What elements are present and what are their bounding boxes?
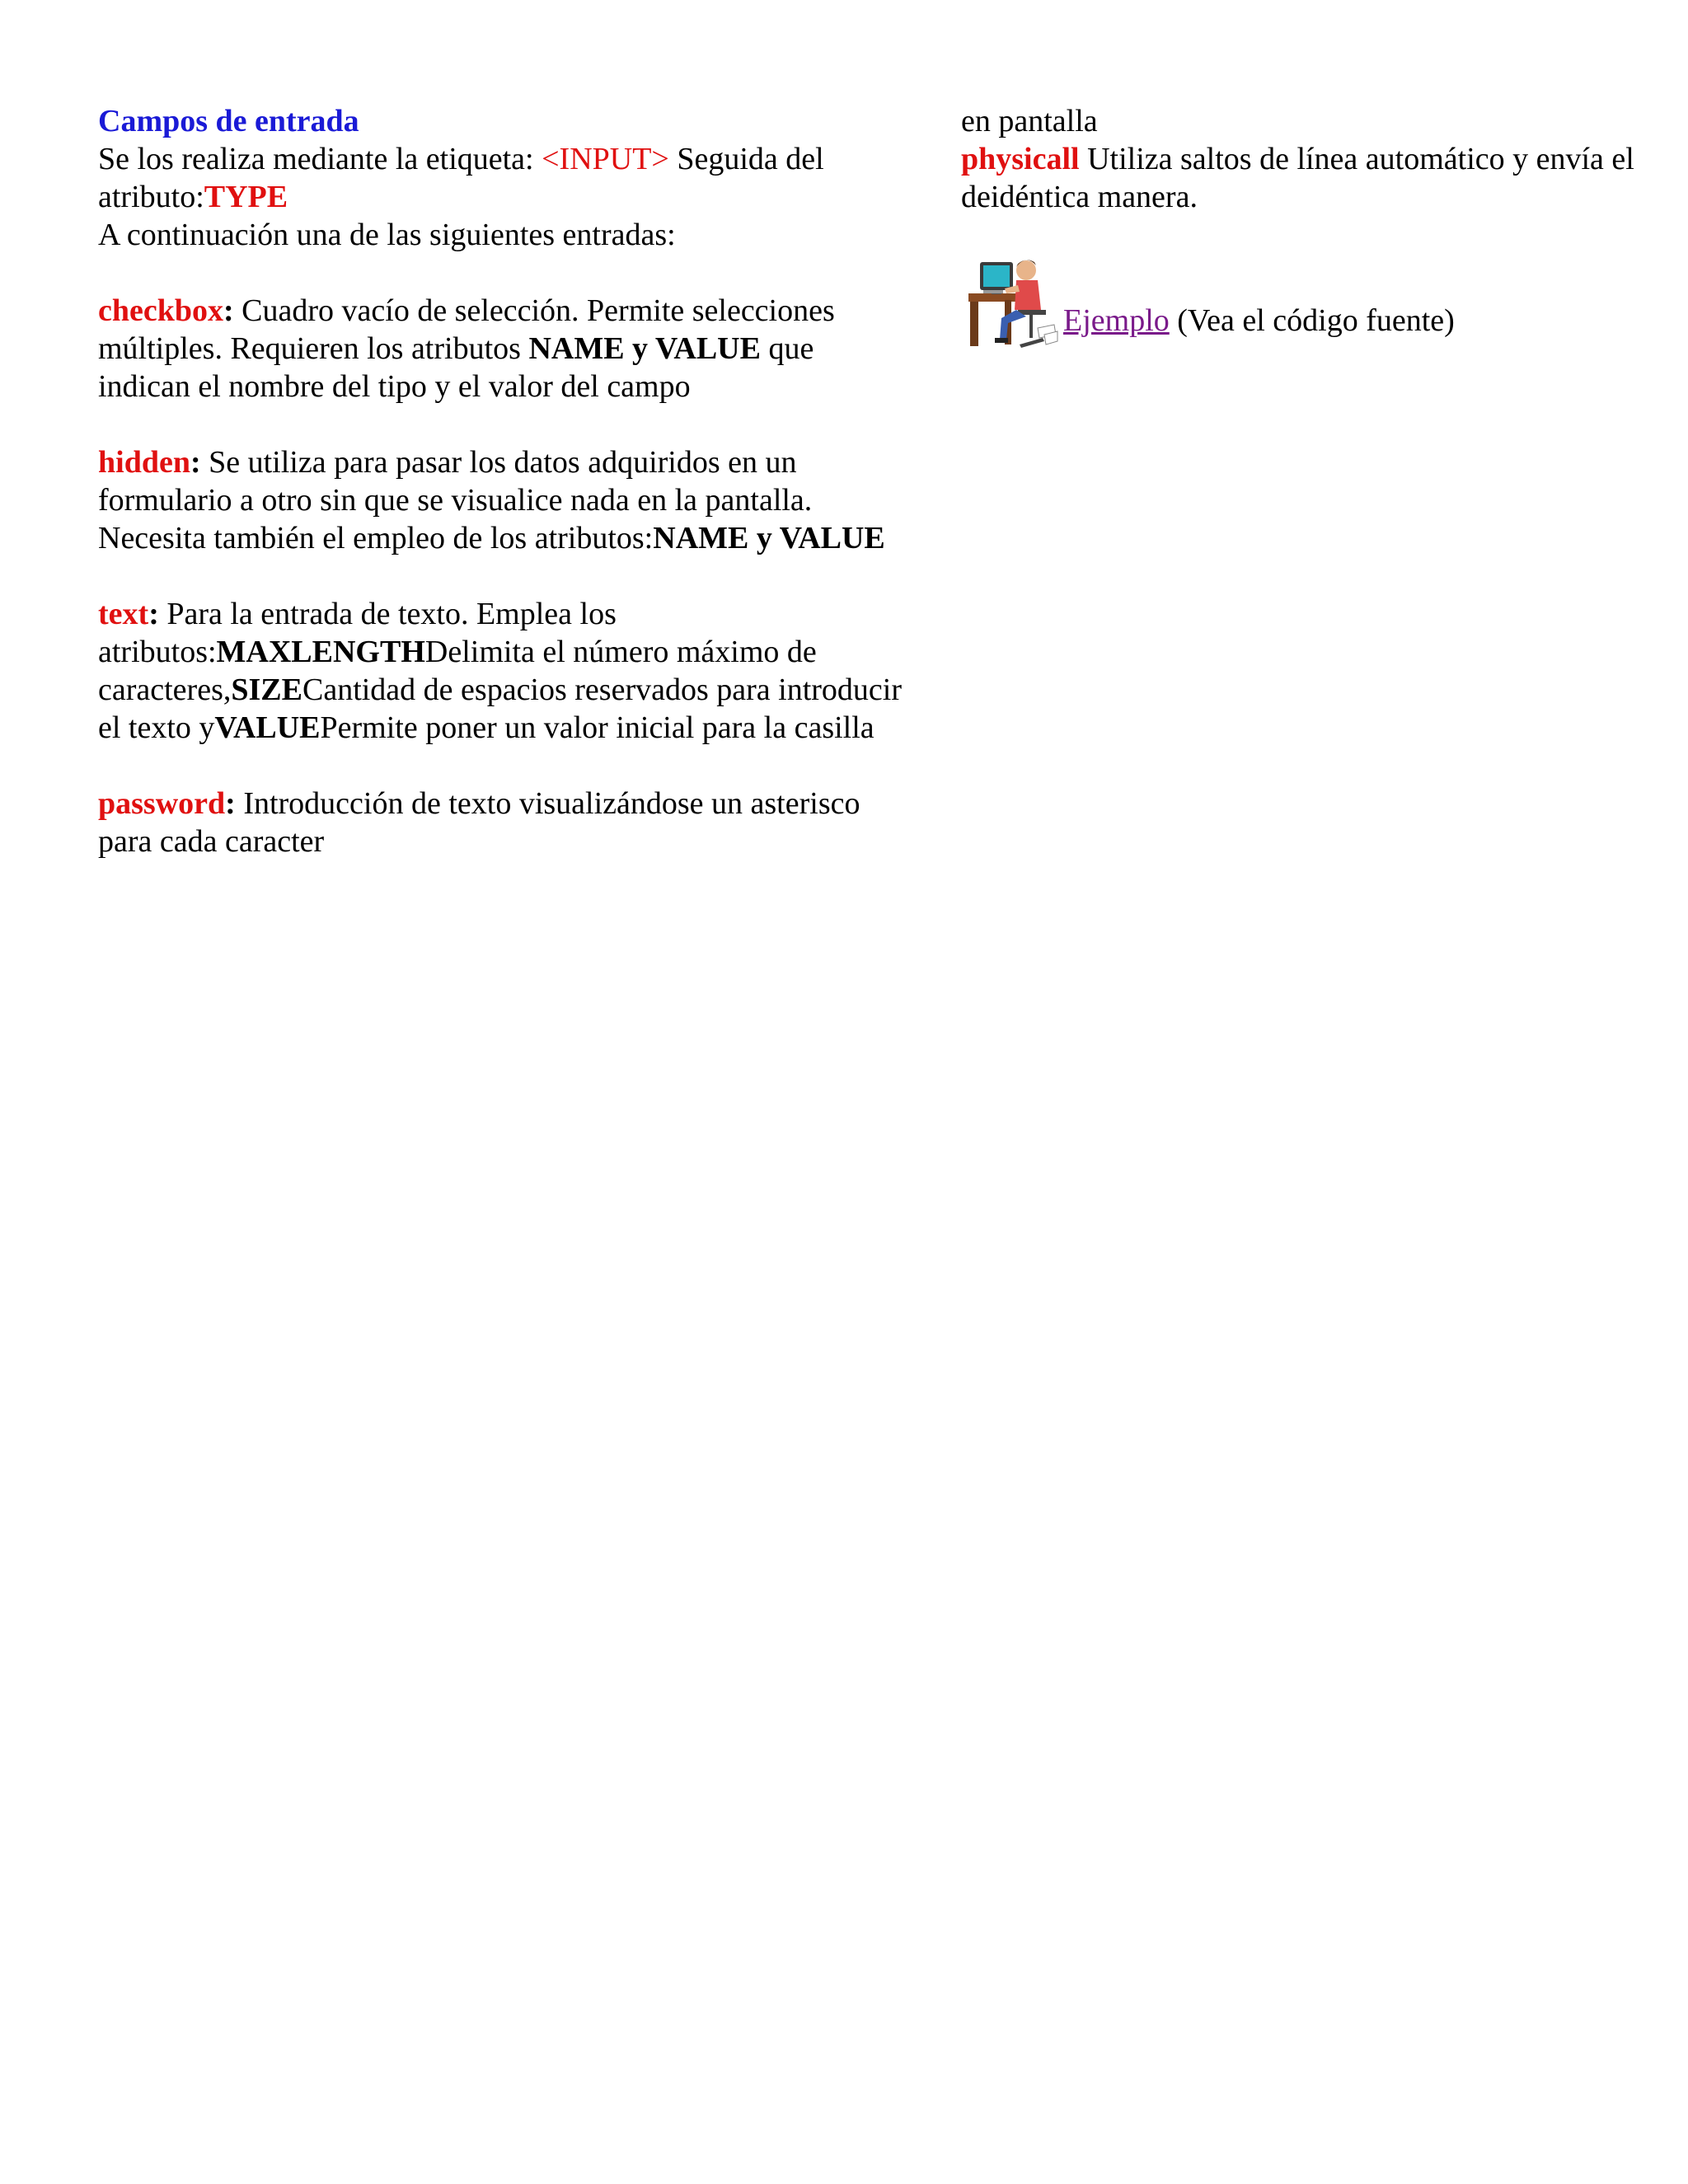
type-keyword: TYPE — [204, 180, 288, 214]
right-column — [961, 102, 1670, 349]
text-line-2: atributos:MAXLENGTHDelimita el número máximo de — [98, 635, 817, 669]
hidden-line-1: hidden: Se utiliza para pasar los datos adquiridos en un — [98, 445, 797, 480]
spacer — [98, 747, 947, 785]
spacer — [98, 405, 947, 443]
spacer — [98, 254, 947, 292]
physicall-line: physicall Utiliza saltos de línea automático y envía el — [961, 142, 1634, 176]
input-tag: <INPUT> — [542, 142, 669, 176]
example-link[interactable]: Ejemplo — [1063, 303, 1170, 338]
checkbox-line-3: indican el nombre del tipo y el valor del campo — [98, 369, 691, 404]
password-term: password — [98, 786, 226, 821]
physicall-term: physicall — [961, 142, 1080, 176]
text-line-1: text: Para la entrada de texto. Emplea los — [98, 597, 617, 631]
person-at-computer-icon — [968, 252, 1059, 349]
spacer — [98, 557, 947, 595]
right-line-3: deidéntica manera. — [961, 180, 1198, 214]
hidden-line-3: Necesita también el empleo de los atributos:NAME y VALUE — [98, 521, 885, 555]
example-note: (Vea el código fuente) — [1169, 303, 1455, 338]
left-column — [98, 102, 947, 860]
password-line-1: password: Introducción de texto visualizándose un asterisco — [98, 786, 860, 821]
password-line-2: para cada caracter — [98, 824, 325, 859]
section-title: Campos de entrada — [98, 104, 359, 138]
checkbox-line-1: checkbox: Cuadro vacío de selección. Permite selecciones — [98, 293, 835, 328]
example-row — [961, 252, 1670, 349]
checkbox-line-2: múltiples. Requieren los atributos NAME y VALUE que — [98, 331, 814, 366]
hidden-term: hidden — [98, 445, 190, 480]
hidden-line-2: formulario a otro sin que se visualice nada en la pantalla. — [98, 483, 813, 518]
text-line-3: caracteres,SIZECantidad de espacios reservados para introducir — [98, 673, 902, 707]
example-text — [1063, 302, 1455, 340]
intro-line-1: Se los realiza mediante la etiqueta: <INPUT> Seguida del — [98, 142, 824, 176]
intro-line-3: A continuación una de las siguientes entradas: — [98, 218, 676, 252]
checkbox-term: checkbox — [98, 293, 223, 328]
intro-line-2: atributo:TYPE — [98, 180, 288, 214]
right-line-1: en pantalla — [961, 104, 1098, 138]
text-line-4: el texto yVALUEPermite poner un valor inicial para la casilla — [98, 710, 874, 745]
text-term: text — [98, 597, 149, 631]
